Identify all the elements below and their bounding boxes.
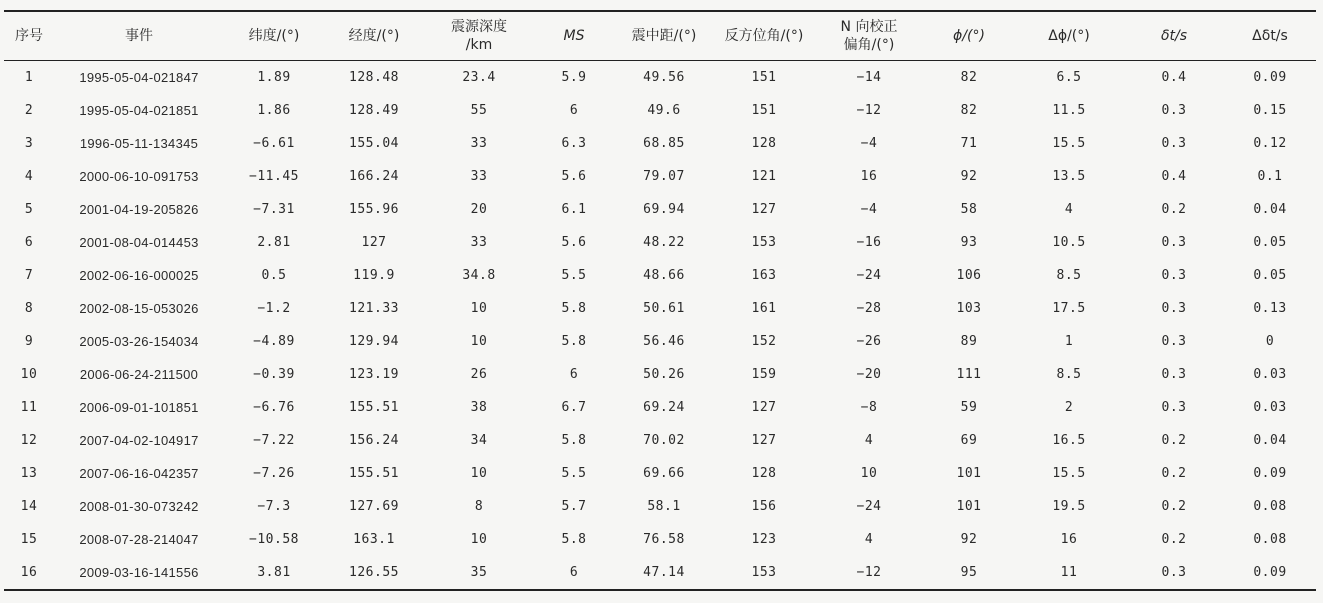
cell-magnitude: 6 [569, 565, 579, 580]
cell-delta-delay-time: 0.13 [1253, 301, 1287, 316]
cell-magnitude: 5.6 [561, 235, 587, 250]
cell-phi: 89 [960, 334, 978, 349]
cell-north-correction: −20 [856, 367, 882, 382]
cell-delay-time: 0.3 [1161, 367, 1187, 382]
cell-event: 2008-01-30-073242 [79, 499, 199, 514]
cell-depth: 35 [470, 565, 488, 580]
header-magnitude: MS [563, 28, 585, 44]
cell-delta-delay-time: 0.09 [1253, 565, 1287, 580]
cell-delay-time: 0.2 [1161, 202, 1187, 217]
cell-depth: 34.8 [462, 268, 496, 283]
cell-epicentral-distance: 69.94 [643, 202, 685, 217]
cell-delta-delay-time: 0.04 [1253, 433, 1287, 448]
header-north-correction: N 向校正 偏角/(°) [840, 19, 898, 53]
cell-index: 6 [24, 235, 34, 250]
table-row [4, 259, 1316, 292]
cell-epicentral-distance: 69.66 [643, 466, 685, 481]
header-phi: ϕ/(°) [953, 28, 985, 44]
cell-index: 3 [24, 136, 34, 151]
cell-longitude: 155.04 [349, 136, 399, 151]
cell-back-azimuth: 127 [751, 202, 777, 217]
cell-magnitude: 5.5 [561, 466, 587, 481]
cell-longitude: 127.69 [349, 499, 399, 514]
cell-longitude: 127 [361, 235, 387, 250]
cell-delay-time: 0.3 [1161, 268, 1187, 283]
cell-latitude: −4.89 [253, 334, 295, 349]
cell-index: 9 [24, 334, 34, 349]
cell-epicentral-distance: 56.46 [643, 334, 685, 349]
cell-back-azimuth: 151 [751, 70, 777, 85]
cell-latitude: −7.31 [253, 202, 295, 217]
cell-epicentral-distance: 79.07 [643, 169, 685, 184]
cell-event: 2008-07-28-214047 [79, 532, 199, 547]
cell-phi: 106 [956, 268, 982, 283]
cell-north-correction: −24 [856, 268, 882, 283]
cell-event: 2006-09-01-101851 [79, 400, 199, 415]
cell-delta-phi: 11.5 [1052, 103, 1086, 118]
cell-north-correction: −24 [856, 499, 882, 514]
cell-epicentral-distance: 48.66 [643, 268, 685, 283]
cell-magnitude: 5.8 [561, 433, 587, 448]
cell-depth: 10 [470, 334, 488, 349]
cell-back-azimuth: 128 [751, 466, 777, 481]
cell-longitude: 163.1 [353, 532, 395, 547]
cell-phi: 59 [960, 400, 978, 415]
cell-phi: 58 [960, 202, 978, 217]
cell-event: 1995-05-04-021847 [79, 70, 199, 85]
cell-latitude: −6.76 [253, 400, 295, 415]
cell-delta-phi: 8.5 [1056, 367, 1082, 382]
cell-delay-time: 0.2 [1161, 466, 1187, 481]
cell-magnitude: 6.1 [561, 202, 587, 217]
cell-delta-delay-time: 0.08 [1253, 499, 1287, 514]
earthquake-events-table [4, 10, 1316, 591]
cell-longitude: 155.96 [349, 202, 399, 217]
cell-index: 5 [24, 202, 34, 217]
cell-index: 11 [20, 400, 38, 415]
cell-phi: 111 [956, 367, 982, 382]
cell-delta-delay-time: 0.05 [1253, 268, 1287, 283]
cell-depth: 23.4 [462, 70, 496, 85]
cell-longitude: 156.24 [349, 433, 399, 448]
cell-phi: 95 [960, 565, 978, 580]
cell-depth: 10 [470, 466, 488, 481]
cell-delta-phi: 16 [1060, 532, 1078, 547]
cell-delay-time: 0.3 [1161, 334, 1187, 349]
cell-latitude: 1.89 [257, 70, 291, 85]
cell-longitude: 123.19 [349, 367, 399, 382]
cell-depth: 33 [470, 136, 488, 151]
cell-index: 7 [24, 268, 34, 283]
cell-magnitude: 5.8 [561, 301, 587, 316]
cell-event: 2002-06-16-000025 [79, 268, 199, 283]
cell-index: 15 [20, 532, 38, 547]
cell-depth: 8 [474, 499, 484, 514]
cell-phi: 69 [960, 433, 978, 448]
cell-delta-phi: 16.5 [1052, 433, 1086, 448]
cell-longitude: 119.9 [353, 268, 395, 283]
cell-depth: 26 [470, 367, 488, 382]
cell-depth: 10 [470, 532, 488, 547]
cell-delta-delay-time: 0.05 [1253, 235, 1287, 250]
cell-north-correction: 4 [864, 433, 874, 448]
cell-delta-delay-time: 0.12 [1253, 136, 1287, 151]
cell-magnitude: 6 [569, 103, 579, 118]
cell-back-azimuth: 156 [751, 499, 777, 514]
header-depth: 震源深度 /km [451, 19, 507, 53]
cell-latitude: 1.86 [257, 103, 291, 118]
cell-delta-delay-time: 0.09 [1253, 70, 1287, 85]
cell-magnitude: 5.8 [561, 532, 587, 547]
cell-north-correction: −8 [860, 400, 878, 415]
cell-delay-time: 0.3 [1161, 565, 1187, 580]
cell-phi: 71 [960, 136, 978, 151]
table-row [4, 391, 1316, 424]
cell-index: 2 [24, 103, 34, 118]
cell-north-correction: 16 [860, 169, 878, 184]
cell-index: 12 [20, 433, 38, 448]
cell-magnitude: 6.7 [561, 400, 587, 415]
cell-depth: 20 [470, 202, 488, 217]
cell-epicentral-distance: 47.14 [643, 565, 685, 580]
cell-depth: 33 [470, 235, 488, 250]
cell-latitude: −10.58 [249, 532, 299, 547]
cell-event: 2002-08-15-053026 [79, 301, 199, 316]
cell-event: 2000-06-10-091753 [79, 169, 199, 184]
cell-north-correction: −12 [856, 565, 882, 580]
cell-delta-delay-time: 0.1 [1257, 169, 1283, 184]
cell-delay-time: 0.3 [1161, 235, 1187, 250]
cell-back-azimuth: 159 [751, 367, 777, 382]
cell-latitude: 0.5 [261, 268, 287, 283]
cell-delta-delay-time: 0 [1265, 334, 1275, 349]
cell-north-correction: −4 [860, 136, 878, 151]
cell-back-azimuth: 152 [751, 334, 777, 349]
table-row [4, 160, 1316, 193]
cell-magnitude: 5.5 [561, 268, 587, 283]
cell-phi: 92 [960, 532, 978, 547]
cell-latitude: −11.45 [249, 169, 299, 184]
cell-delta-phi: 1 [1064, 334, 1074, 349]
cell-index: 10 [20, 367, 38, 382]
cell-epicentral-distance: 68.85 [643, 136, 685, 151]
cell-longitude: 155.51 [349, 466, 399, 481]
table-row [4, 490, 1316, 523]
cell-longitude: 126.55 [349, 565, 399, 580]
cell-back-azimuth: 161 [751, 301, 777, 316]
cell-back-azimuth: 128 [751, 136, 777, 151]
cell-delta-phi: 10.5 [1052, 235, 1086, 250]
cell-longitude: 155.51 [349, 400, 399, 415]
table-row [4, 127, 1316, 160]
cell-magnitude: 5.6 [561, 169, 587, 184]
table-row [4, 325, 1316, 358]
cell-epicentral-distance: 76.58 [643, 532, 685, 547]
cell-delay-time: 0.2 [1161, 499, 1187, 514]
cell-delay-time: 0.3 [1161, 103, 1187, 118]
cell-longitude: 128.49 [349, 103, 399, 118]
cell-latitude: 2.81 [257, 235, 291, 250]
cell-back-azimuth: 127 [751, 400, 777, 415]
cell-epicentral-distance: 58.1 [647, 499, 681, 514]
table-row [4, 94, 1316, 127]
cell-back-azimuth: 153 [751, 235, 777, 250]
cell-delta-phi: 17.5 [1052, 301, 1086, 316]
cell-latitude: −7.3 [257, 499, 291, 514]
cell-index: 14 [20, 499, 38, 514]
cell-back-azimuth: 151 [751, 103, 777, 118]
cell-phi: 82 [960, 70, 978, 85]
cell-delay-time: 0.3 [1161, 301, 1187, 316]
cell-delta-phi: 19.5 [1052, 499, 1086, 514]
cell-delta-phi: 15.5 [1052, 466, 1086, 481]
cell-back-azimuth: 153 [751, 565, 777, 580]
cell-epicentral-distance: 49.6 [647, 103, 681, 118]
cell-depth: 34 [470, 433, 488, 448]
cell-epicentral-distance: 48.22 [643, 235, 685, 250]
table-header-row [4, 11, 1316, 61]
cell-phi: 93 [960, 235, 978, 250]
cell-event: 1996-05-11-134345 [79, 136, 199, 151]
table-row [4, 292, 1316, 325]
cell-longitude: 166.24 [349, 169, 399, 184]
cell-north-correction: −26 [856, 334, 882, 349]
cell-event: 2006-06-24-211500 [79, 367, 199, 382]
cell-latitude: −1.2 [257, 301, 291, 316]
table-row [4, 226, 1316, 259]
cell-delay-time: 0.2 [1161, 433, 1187, 448]
cell-epicentral-distance: 49.56 [643, 70, 685, 85]
cell-epicentral-distance: 70.02 [643, 433, 685, 448]
cell-latitude: 3.81 [257, 565, 291, 580]
header-back-azimuth: 反方位角/(°) [724, 28, 804, 44]
cell-index: 1 [24, 70, 34, 85]
cell-magnitude: 6.3 [561, 136, 587, 151]
cell-delay-time: 0.2 [1161, 532, 1187, 547]
cell-event: 2001-08-04-014453 [79, 235, 199, 250]
cell-epicentral-distance: 50.61 [643, 301, 685, 316]
cell-delay-time: 0.3 [1161, 400, 1187, 415]
cell-delta-delay-time: 0.04 [1253, 202, 1287, 217]
table-row [4, 457, 1316, 490]
table-body [4, 61, 1316, 591]
header-delay-time: δt/s [1160, 28, 1188, 44]
cell-depth: 10 [470, 301, 488, 316]
cell-delta-phi: 15.5 [1052, 136, 1086, 151]
cell-event: 2009-03-16-141556 [79, 565, 199, 580]
header-epicentral-distance: 震中距/(°) [631, 28, 697, 44]
cell-event: 1995-05-04-021851 [79, 103, 199, 118]
cell-north-correction: −12 [856, 103, 882, 118]
cell-delta-phi: 4 [1064, 202, 1074, 217]
cell-latitude: −6.61 [253, 136, 295, 151]
cell-back-azimuth: 163 [751, 268, 777, 283]
header-delta-delay-time: Δδt/s [1252, 28, 1288, 44]
cell-delta-phi: 8.5 [1056, 268, 1082, 283]
cell-epicentral-distance: 50.26 [643, 367, 685, 382]
table-row [4, 193, 1316, 226]
cell-depth: 55 [470, 103, 488, 118]
cell-latitude: −0.39 [253, 367, 295, 382]
cell-north-correction: −4 [860, 202, 878, 217]
cell-index: 13 [20, 466, 38, 481]
cell-delay-time: 0.4 [1161, 169, 1187, 184]
cell-delta-delay-time: 0.09 [1253, 466, 1287, 481]
cell-north-correction: −16 [856, 235, 882, 250]
header-index: 序号 [15, 28, 43, 44]
header-event: 事件 [125, 28, 153, 44]
cell-magnitude: 5.9 [561, 70, 587, 85]
cell-delta-delay-time: 0.08 [1253, 532, 1287, 547]
table-row [4, 523, 1316, 556]
cell-back-azimuth: 127 [751, 433, 777, 448]
cell-delta-delay-time: 0.03 [1253, 367, 1287, 382]
cell-latitude: −7.22 [253, 433, 295, 448]
cell-phi: 101 [956, 499, 982, 514]
cell-phi: 82 [960, 103, 978, 118]
cell-north-correction: −28 [856, 301, 882, 316]
table-row [4, 358, 1316, 391]
cell-north-correction: 10 [860, 466, 878, 481]
cell-longitude: 129.94 [349, 334, 399, 349]
cell-phi: 103 [956, 301, 982, 316]
cell-depth: 33 [470, 169, 488, 184]
cell-depth: 38 [470, 400, 488, 415]
cell-magnitude: 6 [569, 367, 579, 382]
cell-delta-phi: 6.5 [1056, 70, 1082, 85]
cell-phi: 92 [960, 169, 978, 184]
table-row [4, 61, 1316, 95]
cell-epicentral-distance: 69.24 [643, 400, 685, 415]
cell-magnitude: 5.8 [561, 334, 587, 349]
cell-back-azimuth: 121 [751, 169, 777, 184]
cell-delta-phi: 11 [1060, 565, 1078, 580]
cell-event: 2005-03-26-154034 [79, 334, 199, 349]
cell-event: 2007-04-02-104917 [79, 433, 199, 448]
cell-event: 2001-04-19-205826 [79, 202, 199, 217]
cell-delay-time: 0.3 [1161, 136, 1187, 151]
cell-phi: 101 [956, 466, 982, 481]
cell-longitude: 121.33 [349, 301, 399, 316]
header-delta-phi: Δϕ/(°) [1048, 28, 1090, 44]
cell-delta-phi: 13.5 [1052, 169, 1086, 184]
table-row [4, 556, 1316, 590]
header-latitude: 纬度/(°) [248, 28, 300, 44]
cell-index: 8 [24, 301, 34, 316]
cell-delay-time: 0.4 [1161, 70, 1187, 85]
cell-north-correction: 4 [864, 532, 874, 547]
cell-index: 4 [24, 169, 34, 184]
cell-latitude: −7.26 [253, 466, 295, 481]
cell-event: 2007-06-16-042357 [79, 466, 199, 481]
table-row [4, 424, 1316, 457]
cell-magnitude: 5.7 [561, 499, 587, 514]
cell-delta-phi: 2 [1064, 400, 1074, 415]
header-longitude: 经度/(°) [348, 28, 400, 44]
cell-north-correction: −14 [856, 70, 882, 85]
cell-index: 16 [20, 565, 38, 580]
cell-delta-delay-time: 0.03 [1253, 400, 1287, 415]
cell-longitude: 128.48 [349, 70, 399, 85]
cell-back-azimuth: 123 [751, 532, 777, 547]
cell-delta-delay-time: 0.15 [1253, 103, 1287, 118]
